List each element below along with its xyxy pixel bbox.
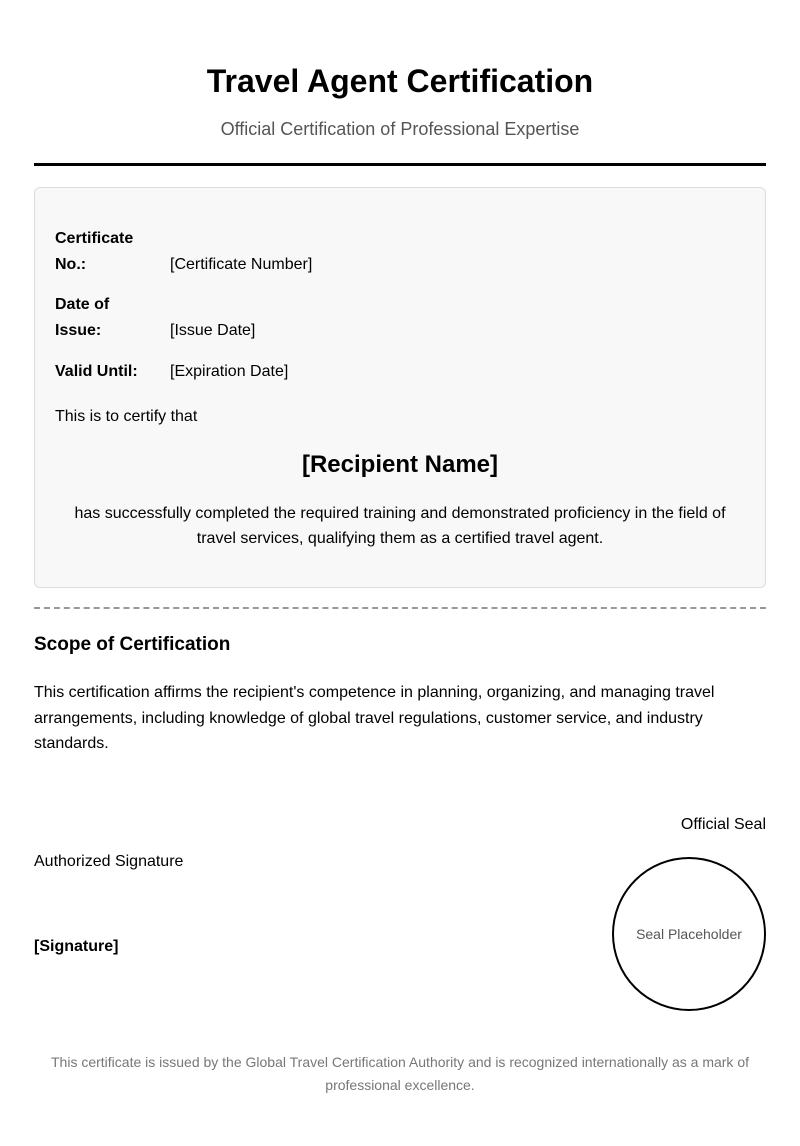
certificate-number-label-line2: No.: [55, 255, 87, 273]
scope-text: This certification affirms the recipient's competence in planning, organizing, and managing travel arrangements, including knowledge of global travel regulations, customer service, and industry standards. [34, 684, 715, 752]
issue-date-label-line2: Issue: [55, 321, 102, 339]
certificate-number-label-line1: Certificate [55, 230, 134, 247]
certificate-number-label [55, 226, 155, 277]
completion-statement: has successfully completed the required training and demonstrated proficiency in the field of travel services, qualifying them as a certified travel agent. [74, 505, 726, 547]
issue-date-value: [Issue Date] [170, 321, 256, 339]
valid-until-value: [Expiration Date] [170, 363, 289, 380]
issue-date-label [55, 292, 155, 343]
recipient-name: [Recipient Name] [301, 451, 499, 478]
certify-intro: This is to certify that [55, 408, 198, 425]
section-divider [34, 607, 766, 609]
signature-value: [Signature] [34, 938, 119, 955]
header-divider [34, 163, 766, 166]
page-subtitle: Official Certification of Professional Expertise [220, 119, 580, 139]
issue-date-label-line1: Date of [55, 296, 110, 313]
valid-until-label: Valid Until: [55, 363, 138, 380]
seal-placeholder-text: Seal Placeholder [636, 926, 742, 942]
footer-note: This certificate is issued by the Global Travel Certification Authority and is recognized internationally as a mark of professional excellence. [51, 1054, 749, 1093]
scope-heading: Scope of Certification [34, 634, 231, 655]
page-title: Travel Agent Certification [206, 63, 594, 99]
signature-label: Authorized Signature [34, 853, 184, 870]
certificate-number-value: [Certificate Number] [170, 255, 313, 273]
certificate-details-box [34, 187, 766, 588]
seal-circle [612, 857, 766, 1011]
seal-label: Official Seal [680, 816, 766, 833]
